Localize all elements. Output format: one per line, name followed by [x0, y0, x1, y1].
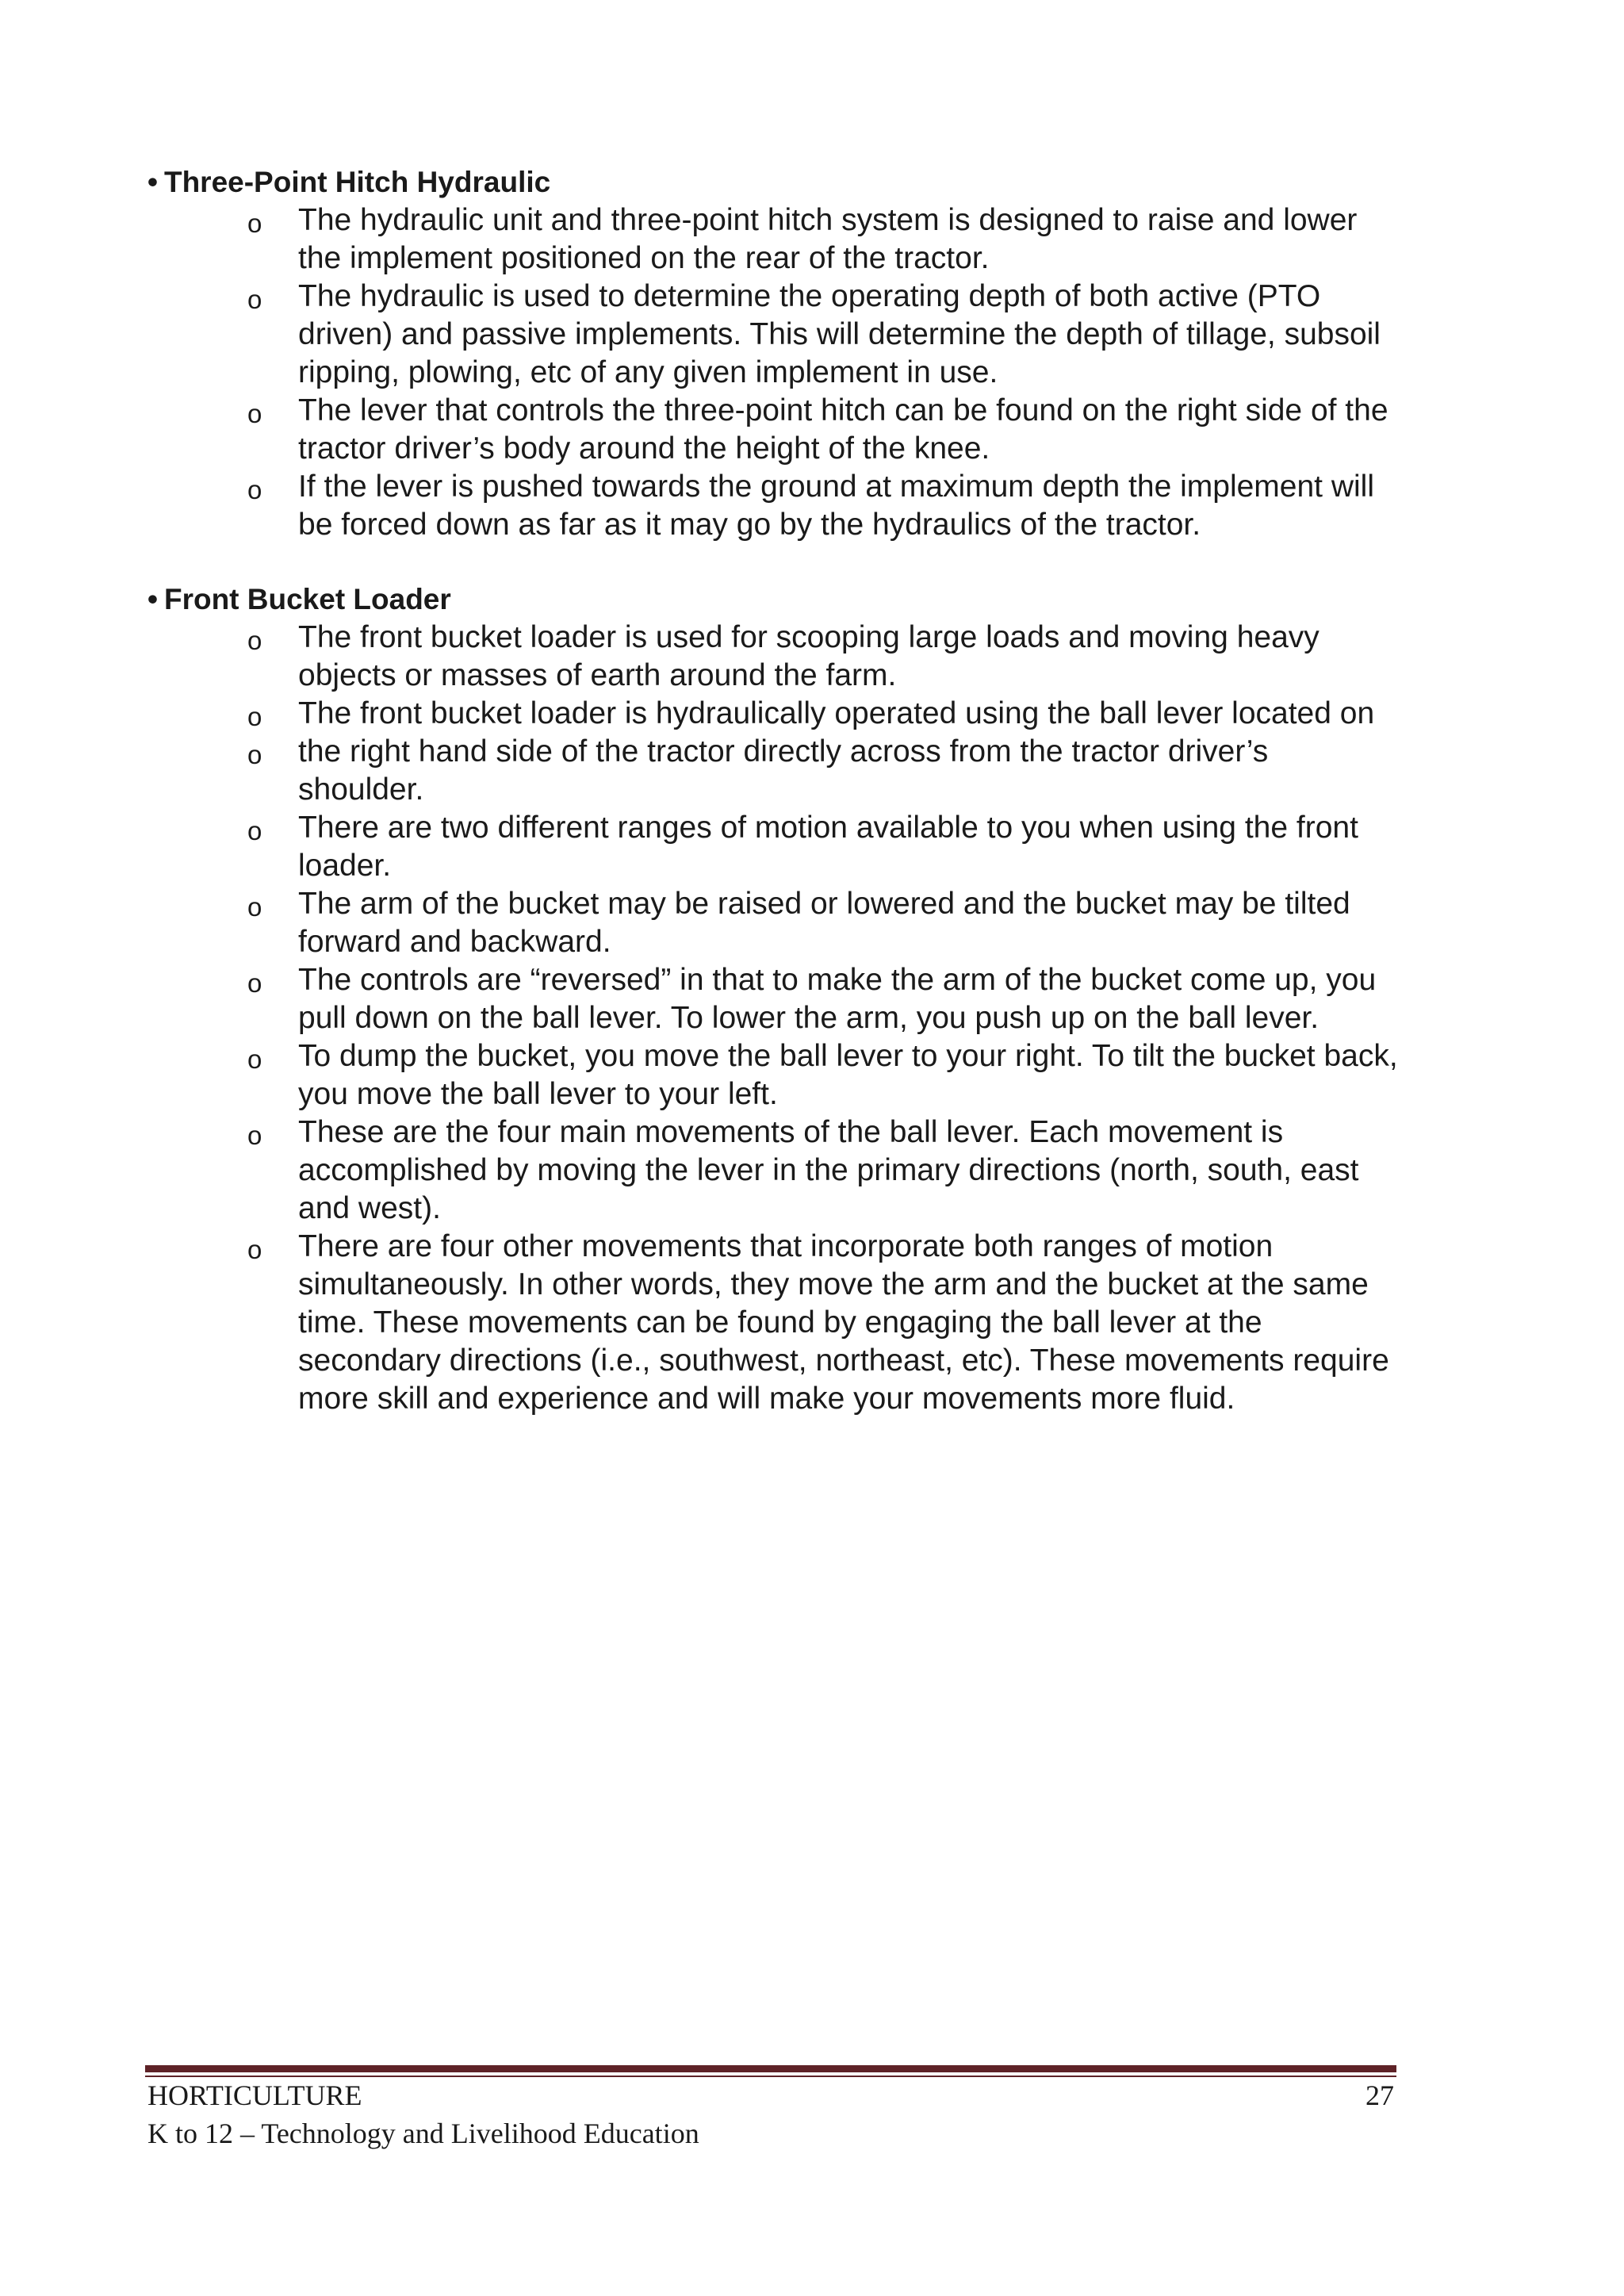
list-item-text: The hydraulic is used to determine the operating depth of both active (PTO driven) and passive implements. This will determine the depth of tillage, subsoil ripping, plowing, etc of any given implement in use. [298, 279, 1381, 389]
footer-subject: HORTICULTURE [147, 2079, 362, 2111]
list-item [147, 733, 1400, 809]
list-item [147, 961, 1400, 1037]
list-item-text: If the lever is pushed towards the ground at maximum depth the implement will be forced down as far as it may go by the hydraulics of the tractor. [298, 470, 1375, 542]
list-item-text: The lever that controls the three-point hitch can be found on the right side of the tractor driver’s body around the height of the knee. [298, 393, 1388, 466]
list-item [147, 809, 1400, 885]
section-title: Three-Point Hitch Hydraulic [163, 166, 551, 198]
list-item-text: The front bucket loader is used for scooping large loads and moving heavy objects or masses of earth around the farm. [298, 620, 1320, 692]
list-item [147, 392, 1400, 468]
list-item-text: The controls are “reversed” in that to make the arm of the bucket come up, you pull down on the ball lever. To lower the arm, you push up on the ball lever. [298, 963, 1377, 1035]
list-item [147, 468, 1400, 544]
list-item-text: The hydraulic unit and three-point hitch system is designed to raise and lower the implement positioned on the rear of the tractor. [298, 203, 1358, 275]
list-item-text: the right hand side of the tractor directly across from the tractor driver’s shoulder. [298, 734, 1269, 807]
circle-bullet-icon: o [247, 399, 262, 428]
list-item-text: The arm of the bucket may be raised or lowered and the bucket may be tilted forward and backward. [298, 887, 1350, 959]
list-item-text: The front bucket loader is hydraulically operated using the ball lever located on [298, 696, 1375, 730]
circle-bullet-icon: o [247, 968, 262, 998]
list-item-text: There are two different ranges of motion available to you when using the front loader. [298, 811, 1358, 883]
list-item [147, 278, 1400, 392]
list-item-text: There are four other movements that incorporate both ranges of motion simultaneously. In other words, they move the arm and the bucket at the same time. These movements can be found by engaging the ball lever at the secondary directions (i.e., southwest, northeast, etc). These movements require more skill and experience and will make your movements more fluid. [298, 1229, 1389, 1416]
list-item [147, 619, 1400, 695]
circle-bullet-icon: o [247, 740, 262, 769]
page-number: 27 [1365, 2079, 1394, 2111]
circle-bullet-icon: o [247, 1235, 262, 1264]
list-item-text: These are the four main movements of the ball lever. Each movement is accomplished by moving the lever in the primary directions (north, south, east and west). [298, 1115, 1359, 1225]
bullet-list [147, 201, 1400, 544]
section-title: Front Bucket Loader [163, 583, 451, 615]
circle-bullet-icon: o [247, 1045, 262, 1074]
list-item [147, 1114, 1400, 1228]
circle-bullet-icon: o [247, 285, 262, 314]
page-content [147, 163, 1400, 1418]
bullet-icon: • [147, 166, 158, 198]
list-item-text: To dump the bucket, you move the ball lever to your right. To tilt the bucket back, you move the ball lever to your left. [298, 1039, 1398, 1111]
circle-bullet-icon: o [247, 702, 262, 731]
list-item [147, 885, 1400, 961]
circle-bullet-icon: o [247, 892, 262, 922]
circle-bullet-icon: o [247, 475, 262, 504]
footer-row [147, 2076, 1394, 2114]
bullet-icon: • [147, 583, 158, 615]
page-footer [147, 2076, 1394, 2152]
circle-bullet-icon: o [247, 626, 262, 655]
list-item [147, 1037, 1400, 1114]
bullet-list [147, 619, 1400, 1418]
footer-course: K to 12 – Technology and Livelihood Education [147, 2118, 699, 2149]
section-heading [147, 163, 1400, 201]
section-three-point-hitch [147, 163, 1400, 544]
circle-bullet-icon: o [247, 816, 262, 845]
circle-bullet-icon: o [247, 1121, 262, 1150]
section-front-bucket-loader [147, 581, 1400, 1418]
footer-divider [145, 2065, 1396, 2077]
list-item [147, 201, 1400, 278]
list-item [147, 1228, 1400, 1418]
circle-bullet-icon: o [247, 209, 262, 238]
list-item [147, 695, 1400, 733]
section-heading [147, 581, 1400, 619]
footer-divider-thick [145, 2065, 1396, 2072]
